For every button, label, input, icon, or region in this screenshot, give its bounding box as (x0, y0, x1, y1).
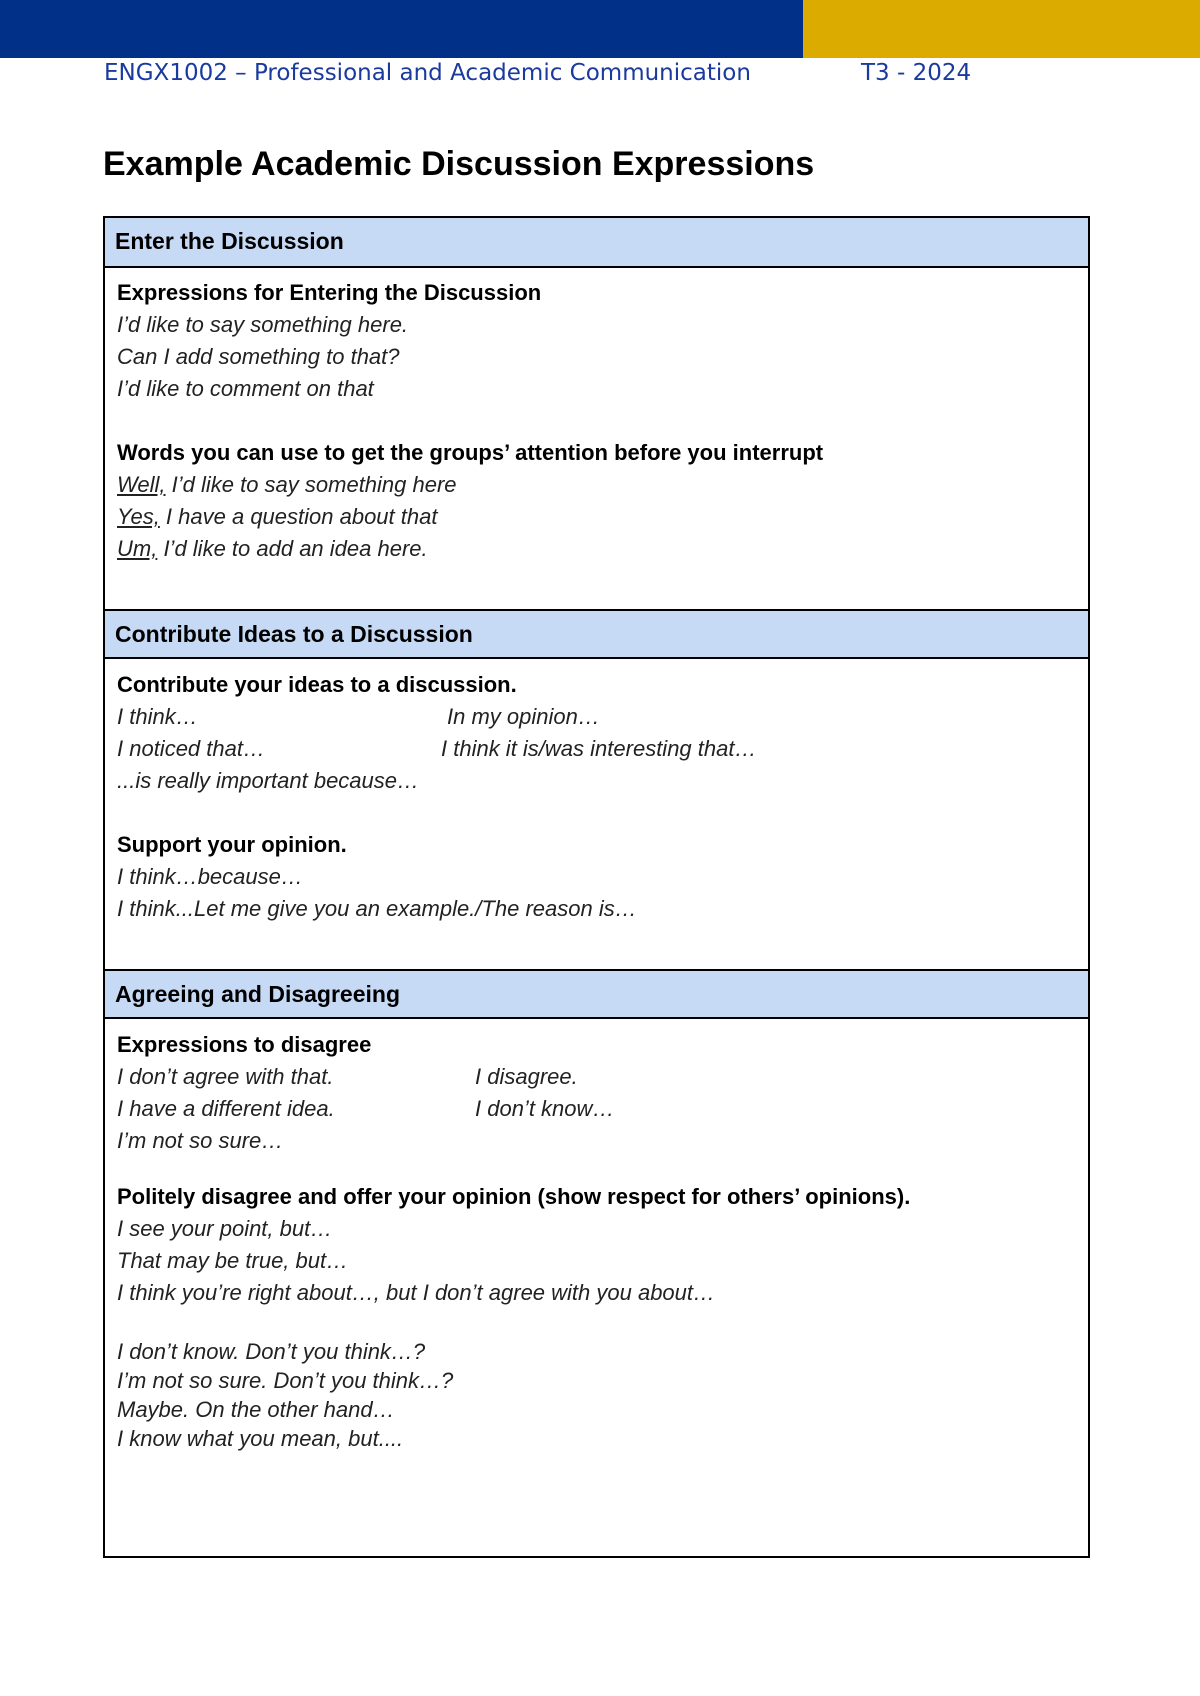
expression: Maybe. On the other hand… (117, 1397, 395, 1422)
expression: Can I add something to that? (117, 344, 400, 369)
expression: ...is really important because… (117, 768, 420, 793)
page-title: Example Academic Discussion Expressions (103, 145, 815, 183)
term-label: T3 - 2024 (861, 60, 972, 86)
expression: I see your point, but… (117, 1216, 333, 1241)
header-band-gold (803, 0, 1200, 58)
subheading-polite: Politely disagree and offer your opinion (show respect for others’ opinions). (117, 1184, 911, 1209)
subheading-contribute: Contribute your ideas to a discussion. (117, 672, 517, 697)
expression: I noticed that… (117, 736, 265, 761)
section-header-enter: Enter the Discussion (105, 218, 1088, 268)
subheading-attention: Words you can use to get the groups’ attention before you interrupt (117, 440, 824, 465)
expression: Yes, I have a question about that (117, 504, 438, 529)
subheading-support: Support your opinion. (117, 832, 347, 857)
expression: I’m not so sure. Don’t you think…? (117, 1368, 454, 1393)
expression: I don’t know. Don’t you think…? (117, 1339, 426, 1364)
subheading-disagree: Expressions to disagree (117, 1032, 372, 1057)
section-header-contribute: Contribute Ideas to a Discussion (105, 609, 1088, 659)
expression: Well, I’d like to say something here (117, 472, 457, 497)
expressions-table (103, 216, 1090, 1558)
expression: Um, I’d like to add an idea here. (117, 536, 428, 561)
expression: I disagree. (475, 1064, 578, 1089)
section-header-agree: Agreeing and Disagreeing (105, 969, 1088, 1019)
expression: In my opinion… (447, 704, 600, 729)
subheading-entering: Expressions for Entering the Discussion (117, 280, 542, 305)
header-band-blue (0, 0, 803, 58)
expression: I think it is/was interesting that… (441, 736, 757, 761)
expression: I know what you mean, but.... (117, 1426, 404, 1451)
expression: I’d like to comment on that (117, 376, 374, 401)
expression: I have a different idea. (117, 1096, 335, 1121)
expression: I think…because… (117, 864, 303, 889)
expression: I don’t agree with that. (117, 1064, 334, 1089)
expression: I’d like to say something here. (117, 312, 409, 337)
expression: I think you’re right about…, but I don’t agree with you about… (117, 1280, 716, 1305)
expression: I’m not so sure… (117, 1128, 284, 1153)
expression: I think...Let me give you an example./The reason is… (117, 896, 637, 921)
expression: I don’t know… (475, 1096, 615, 1121)
expression: I think… (117, 704, 198, 729)
expression: That may be true, but… (117, 1248, 349, 1273)
course-title: ENGX1002 – Professional and Academic Communication (104, 60, 751, 86)
